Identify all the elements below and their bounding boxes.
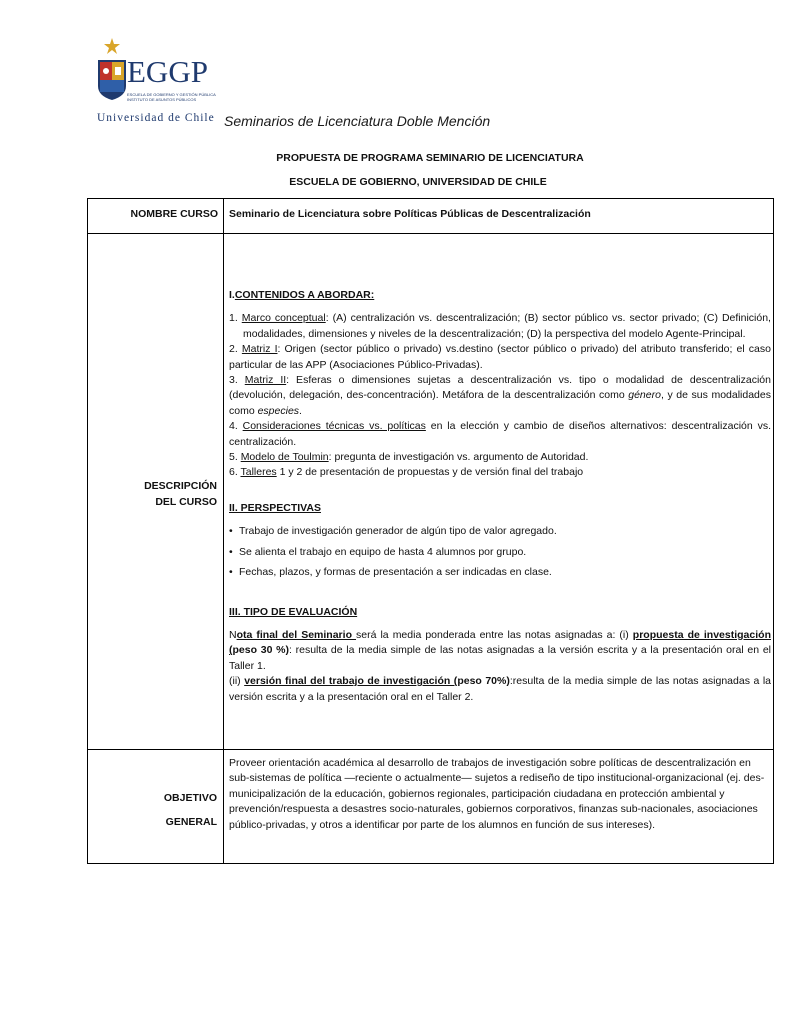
paragraph-text: será la media ponderada entre las notas asignadas a: (i) xyxy=(356,628,633,641)
paragraph-heading: ota final del Seminario xyxy=(236,628,357,641)
list-item-text: Trabajo de investigación generador de algún tipo de valor agregado. xyxy=(239,525,557,538)
bullet-icon: • xyxy=(229,566,233,579)
paragraph-weight: peso 30 %) xyxy=(232,644,289,657)
eggp-logo xyxy=(95,38,225,128)
content-item xyxy=(229,465,771,480)
bullet-icon: • xyxy=(229,545,233,558)
section-perspectives-title: II. PERSPECTIVAS xyxy=(229,501,321,514)
item-text: : (A) centralización vs. descentralización; (B) sector público vs. sector privado; (C) Definición, modalidades, dimensiones y niveles de la descentralización; (D) la perspectiva del modelo Agente-Principal. xyxy=(243,312,771,340)
logo-title: EGGP xyxy=(127,54,208,89)
column-divider xyxy=(223,199,224,863)
program-table xyxy=(87,198,774,864)
content-item xyxy=(229,450,771,465)
general-objective-text: Proveer orientación académica al desarrollo de trabajos de investigación sobre políticas de descentralización en sub-sistemas de política —reciente o actualmente— sujetos a rediseño de tipo institucional-organizacional (ej. des-municipalización de la educación, gobiernos regionales, participación ciudadana en protección ambiental y prevención/respuesta a desastres socio-naturales, gobiernos corporativos, finanzas sub-nacionales, asociaciones público-privadas, y otros a identificar por parte de los alumnos en función de sus intereses). xyxy=(229,757,765,831)
paragraph-emphasis: versión final del trabajo de investigación ( xyxy=(244,675,458,688)
row-divider xyxy=(88,749,773,750)
evaluation-paragraph-1 xyxy=(229,628,771,674)
item-number: 5. xyxy=(229,451,241,464)
item-text: en la elección y cambio de diseños alternativos: descentralización vs. centralización. xyxy=(229,420,771,448)
list-item-text: Se alienta el trabajo en equipo de hasta 4 alumnos por grupo. xyxy=(239,545,527,558)
document-heading: PROPUESTA DE PROGRAMA SEMINARIO DE LICENCIATURA xyxy=(276,152,584,164)
course-name-label: NOMBRE CURSO xyxy=(130,208,218,220)
paragraph-text: : resulta de la media simple de las notas asignadas a la versión escrita y a la presentación oral en el Taller 1. xyxy=(229,644,771,672)
item-heading: Talleres xyxy=(240,466,277,479)
list-item-text: Fechas, plazos, y formas de presentación a ser indicadas en clase. xyxy=(239,566,552,579)
course-description-label xyxy=(88,478,217,510)
item-emphasis: género xyxy=(628,389,661,402)
list-item xyxy=(229,565,771,580)
content-item xyxy=(229,311,771,342)
item-number: 2. xyxy=(229,343,242,356)
content-item xyxy=(229,373,771,419)
item-text: : Esferas o dimensiones sujetas a descentralización vs. tipo o modalidad de descentralización (devolución, delegación, des-concentración). Metáfora de la descentralización como xyxy=(229,374,771,402)
item-heading: Modelo de Toulmin xyxy=(240,451,329,464)
bullet-icon: • xyxy=(229,525,233,538)
general-objective-label xyxy=(88,786,217,834)
content-item xyxy=(229,419,771,450)
section-contents-title xyxy=(229,288,771,303)
row-divider xyxy=(88,233,773,234)
item-number: 4. xyxy=(229,420,243,433)
item-text: : Origen (sector público o privado) vs.destino (sector público o privado) del atributo transferido; el caso particular de las APP (Asociaciones Público-Privadas). xyxy=(229,343,771,371)
item-number: 1. xyxy=(229,312,242,325)
section-title-text: CONTENIDOS A ABORDAR: xyxy=(234,289,375,301)
item-heading: Marco conceptual xyxy=(241,312,326,325)
item-number: 3. xyxy=(229,374,245,387)
item-heading: Consideraciones técnicas vs. políticas xyxy=(242,420,426,433)
course-description-label-line2: DEL CURSO xyxy=(155,496,217,508)
series-title: Seminarios de Licenciatura Doble Mención xyxy=(224,113,491,129)
item-text: : pregunta de investigación vs. argumento de Autoridad. xyxy=(328,451,589,464)
list-item xyxy=(229,545,771,560)
paragraph-initial: N xyxy=(229,628,237,641)
logo-subtitle: ESCUELA DE GOBIERNO Y GESTIÓN PÚBLICA INSTITUTO DE ASUNTOS PÚBLICOS xyxy=(127,92,216,102)
item-number: 6. xyxy=(229,466,241,479)
item-heading: Matriz I xyxy=(241,343,278,356)
logo-university: Universidad de Chile xyxy=(97,112,215,124)
item-text: , y de sus modalidades como xyxy=(229,389,771,417)
paragraph-text: (ii) xyxy=(229,675,245,688)
university-crest-icon xyxy=(95,38,129,110)
list-item xyxy=(229,524,771,539)
evaluation-paragraph-2 xyxy=(229,674,771,705)
item-emphasis: especies xyxy=(257,404,300,417)
course-description-label-line1: DESCRIPCIÓN xyxy=(144,480,217,492)
item-heading: Matriz II xyxy=(244,374,287,387)
section-evaluation-title: III. TIPO DE EVALUACIÓN xyxy=(229,605,358,618)
item-text: 1 y 2 de presentación de propuestas y de versión final del trabajo xyxy=(276,466,584,479)
document-subheading: ESCUELA DE GOBIERNO, UNIVERSIDAD DE CHILE xyxy=(289,176,547,188)
course-name-value: Seminario de Licenciatura sobre Políticas Públicas de Descentralización xyxy=(229,208,591,220)
general-objective-label-line1: OBJETIVO xyxy=(163,792,217,804)
course-description xyxy=(229,288,771,705)
section-number: I. xyxy=(229,289,235,301)
paragraph-emphasis: propuesta de investigación ( xyxy=(229,628,771,657)
paragraph-text: :resulta de la media simple de las notas asignadas a la versión escrita y a la presentación oral en el Taller 2. xyxy=(229,675,772,703)
perspectives-list xyxy=(229,524,771,580)
item-text: . xyxy=(299,404,302,417)
content-item xyxy=(229,342,771,373)
general-objective-label-line2: GENERAL xyxy=(165,816,217,828)
paragraph-weight: peso 70%) xyxy=(457,675,510,688)
